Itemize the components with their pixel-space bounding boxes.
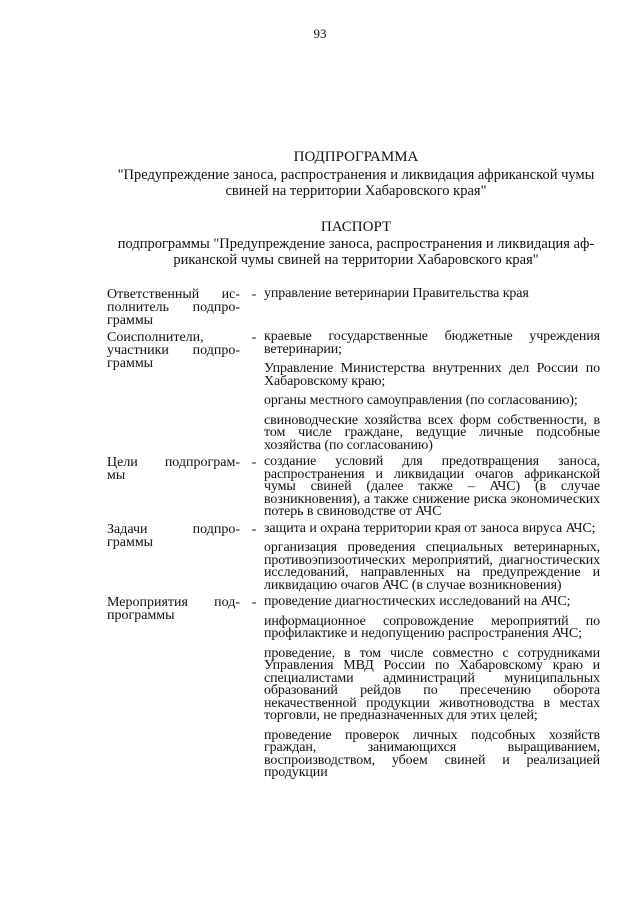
passport-row-item: управление ветеринарии Правительства края bbox=[264, 286, 529, 301]
passport-row-content bbox=[264, 331, 600, 452]
passport-row-dash: - bbox=[251, 455, 257, 470]
passport-row-dash: - bbox=[251, 287, 257, 302]
passport-row-item: организация проведения специальных ветеринарных, противоэпизоотических мероприятий, диагностических исследований, направленных на предупреждение и ликвидацию очагов АЧС (в случае возникновения) bbox=[264, 540, 600, 593]
passport-row-label: Цели подпрограм- мы bbox=[107, 455, 240, 483]
page-number: 93 bbox=[313, 26, 327, 41]
passport-row-content bbox=[264, 288, 600, 327]
passport-row-item: проведение диагностических исследований на АЧС; bbox=[264, 594, 571, 609]
passport-row-item: защита и охрана территории края от заноса вируса АЧС; bbox=[264, 520, 596, 536]
passport-row-dash: - bbox=[251, 521, 257, 537]
passport-row bbox=[0, 456, 640, 519]
passport-subtitle bbox=[96, 236, 616, 268]
passport-row-label: Мероприятия под- программы bbox=[107, 595, 240, 623]
passport-row-item: проведение, в том числе совместно с сотрудниками Управления МВД России по Хабаровскому краю и специалистами администраций муниципальных образований рейдов по пресечению оборота некачественной продукции животноводства в местах торговли, не предназначенных для этих целей; bbox=[264, 645, 600, 723]
passport-row-item: органы местного самоуправления (по согласованию); bbox=[264, 393, 578, 408]
passport-row-item: краевые государственные бюджетные учреждения ветеринарии; bbox=[264, 329, 600, 357]
passport-row-item: создание условий для предотвращения заноса, распространения и ликвидации очагов африканской чумы свиней (далее также – АЧС) (в случае возникновения), а также снижение риска экономических потерь в свиноводстве от АЧС bbox=[264, 454, 600, 519]
passport-row-label: Задачи подпро- граммы bbox=[107, 521, 240, 550]
passport-row bbox=[0, 520, 640, 593]
passport-row-content bbox=[264, 596, 600, 780]
passport-title: ПАСПОРТ bbox=[320, 219, 392, 235]
passport-row-item: информационное сопровождение мероприятий по профилактике и недопущению распространения АЧС; bbox=[264, 613, 600, 641]
passport-row-dash: - bbox=[251, 595, 257, 610]
passport-row-label: Соисполнители, участники подпро- граммы bbox=[107, 330, 240, 371]
passport-row-label: Ответственный ис- полнитель подпро- граммы bbox=[107, 287, 240, 328]
passport-row-item: проведение проверок личных подсобных хозяйств граждан, занимающихся выращиванием, воспроизводством, убоем свиней и реализацией продукции bbox=[264, 727, 600, 780]
passport-row-content bbox=[264, 520, 600, 593]
passport-row-content bbox=[264, 456, 600, 519]
passport-row bbox=[0, 331, 640, 452]
subprogram-subtitle bbox=[96, 167, 616, 199]
passport-row-item: Управление Министерства внутренних дел России по Хабаровскому краю; bbox=[264, 361, 600, 389]
subprogram-title: ПОДПРОГРАММА bbox=[293, 149, 419, 165]
passport-table bbox=[0, 288, 640, 780]
subprogram-subtitle-line-2: свиней на территории Хабаровского края" bbox=[225, 183, 487, 199]
passport-row-item: свиноводческие хозяйства всех форм собственности, в том числе граждане, ведущие личные подсобные хозяйства (по согласованию) bbox=[264, 412, 600, 453]
passport-subtitle-line-1: подпрограммы "Предупреждение заноса, распространения и ликвидация аф- bbox=[117, 236, 595, 252]
passport-subtitle-line-2: риканской чумы свиней на территории Хабаровского края" bbox=[173, 252, 539, 268]
passport-row-dash: - bbox=[251, 330, 257, 345]
passport-row bbox=[0, 596, 640, 780]
passport-row bbox=[0, 288, 640, 327]
subprogram-subtitle-line-1: "Предупреждение заноса, распространения и ликвидация африканской чумы bbox=[117, 167, 595, 183]
